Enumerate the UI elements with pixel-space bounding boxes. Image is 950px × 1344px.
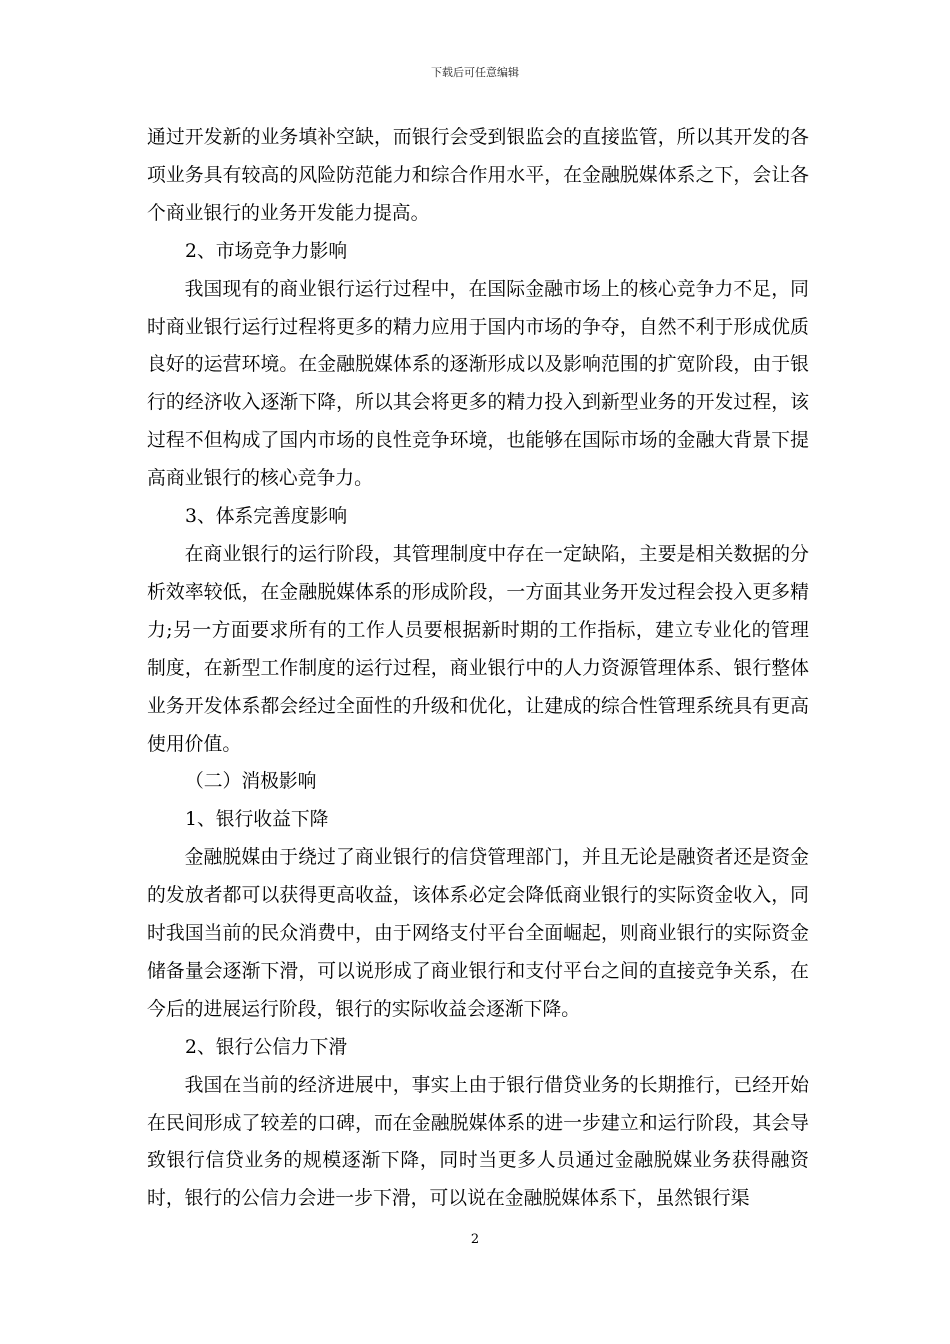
page-header: 下载后可任意编辑 — [431, 66, 519, 79]
heading-market-competitiveness: 2、市场竞争力影响 — [185, 240, 348, 262]
paragraph-system-completeness: 在商业银行的运行阶段，其管理制度中存在一定缺陷，主要是相关数据的分析效率较低，在金融脱媒体系的形成阶段，一方面其业务开发过程会投入更多精力;另一方面要求所有的工作人员要根据新时期的工作指标，建立专业化的管理制度，在新型工作制度的运行过程，商业银行中的人力资源管理体系、银行整体业务开发体系都会经过全面性的升级和优化，让建成的综合性管理系统具有更高使用价值。 — [147, 543, 809, 755]
paragraph-continued: 通过开发新的业务填补空缺，而银行会受到银监会的直接监管，所以其开发的各项业务具有较高的风险防范能力和综合作用水平，在金融脱媒体系之下，会让各个商业银行的业务开发能力提高。 — [147, 127, 809, 224]
paragraph-market-competitiveness: 我国现有的商业银行运行过程中，在国际金融市场上的核心竞争力不足，同时商业银行运行过程将更多的精力应用于国内市场的争夺，自然不利于形成优质良好的运营环境。在金融脱媒体系的逐渐形成以及影响范围的扩宽阶段，由于银行的经济收入逐渐下降，所以其会将更多的精力投入到新型业务的开发过程，该过程不但构成了国内市场的良性竞争环境，也能够在国际市场的金融大背景下提高商业银行的核心竞争力。 — [147, 278, 809, 490]
heading-bank-credibility-decline: 2、银行公信力下滑 — [185, 1036, 348, 1058]
paragraph-bank-income-decline: 金融脱媒由于绕过了商业银行的信贷管理部门，并且无论是融资者还是资金的发放者都可以获得更高收益，该体系必定会降低商业银行的实际资金收入，同时我国当前的民众消费中，由于网络支付平台全面崛起，则商业银行的实际资金储备量会逐渐下滑，可以说形成了商业银行和支付平台之间的直接竞争关系，在今后的进展运行阶段，银行的实际收益会逐渐下降。 — [147, 847, 809, 1020]
heading-negative-effects: （二）消极影响 — [185, 771, 317, 793]
heading-bank-income-decline: 1、银行收益下降 — [185, 809, 329, 831]
heading-system-completeness: 3、体系完善度影响 — [185, 506, 348, 528]
document-body — [147, 119, 809, 1218]
paragraph-bank-credibility-decline: 我国在当前的经济进展中，事实上由于银行借贷业务的长期推行，已经开始在民间形成了较差的口碑，而在金融脱媒体系的进一步建立和运行阶段，其会导致银行信贷业务的规模逐渐下降，同时当更多人员通过金融脱媒业务获得融资时，银行的公信力会进一步下滑，可以说在金融脱媒体系下，虽然银行渠 — [147, 1074, 809, 1210]
page-number: 2 — [470, 1232, 480, 1247]
